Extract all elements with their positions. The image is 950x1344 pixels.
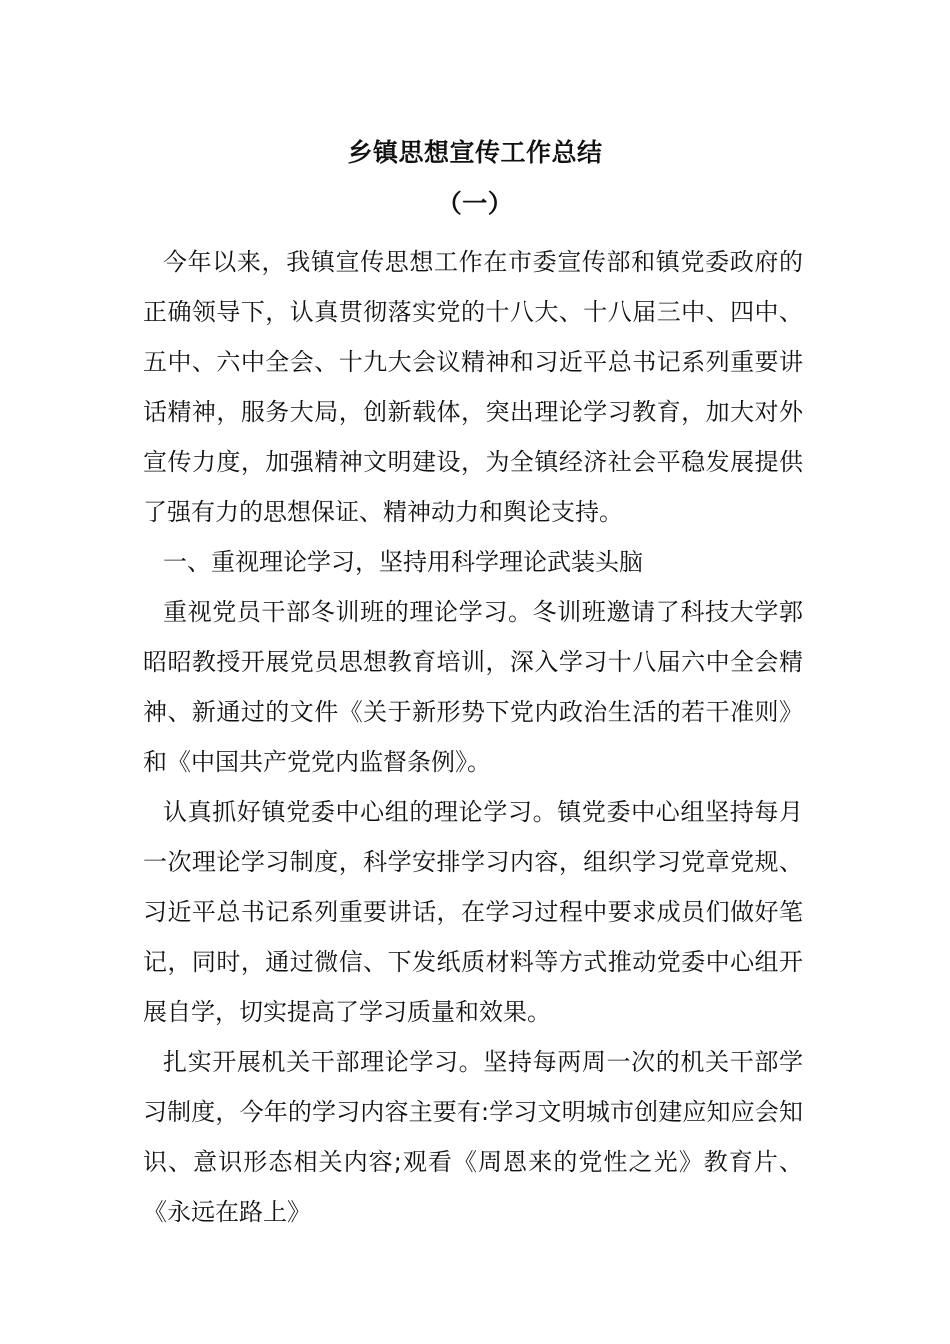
document-title: 乡镇思想宣传工作总结 xyxy=(347,138,603,167)
paragraph-central-group: 认真抓好镇党委中心组的理论学习。镇党委中心组坚持每月一次理论学习制度，科学安排学习内容，组织学习党章党规、习近平总书记系列重要讲话，在学习过程中要求成员们做好笔记，同时，通过微信、下发纸质材料等方式推动党委中心组开展自学，切实提高了学习质量和效果。 xyxy=(143,798,803,1026)
document-subtitle: （一） xyxy=(436,189,514,218)
intro-paragraph: 今年以来，我镇宣传思想工作在市委宣传部和镇党委政府的正确领导下，认真贯彻落实党的十八大、十八届三中、四中、五中、六中全会、十九大会议精神和习近平总书记系列重要讲话精神，服务大局，创新载体，突出理论学习教育，加大对外宣传力度，加强精神文明建设，为全镇经济社会平稳发展提供了强有力的思想保证、精神动力和舆论支持。 xyxy=(143,248,803,526)
paragraph-winter-training: 重视党员干部冬训班的理论学习。冬训班邀请了科技大学郭昭昭教授开展党员思想教育培训，深入学习十八届六中全会精神、新通过的文件《关于新形势下党内政治生活的若干准则》和《中国共产党党内监督条例》。 xyxy=(143,598,803,776)
paragraph-staff-study: 扎实开展机关干部理论学习。坚持每两周一次的机关干部学习制度，今年的学习内容主要有:学习文明城市创建应知应会知识、意识形态相关内容;观看《周恩来的党性之光》教育片、《永远在路上》 xyxy=(143,1048,803,1226)
section-heading: 一、重视理论学习，坚持用科学理论武装头脑 xyxy=(163,548,643,576)
document-body xyxy=(143,237,803,1237)
